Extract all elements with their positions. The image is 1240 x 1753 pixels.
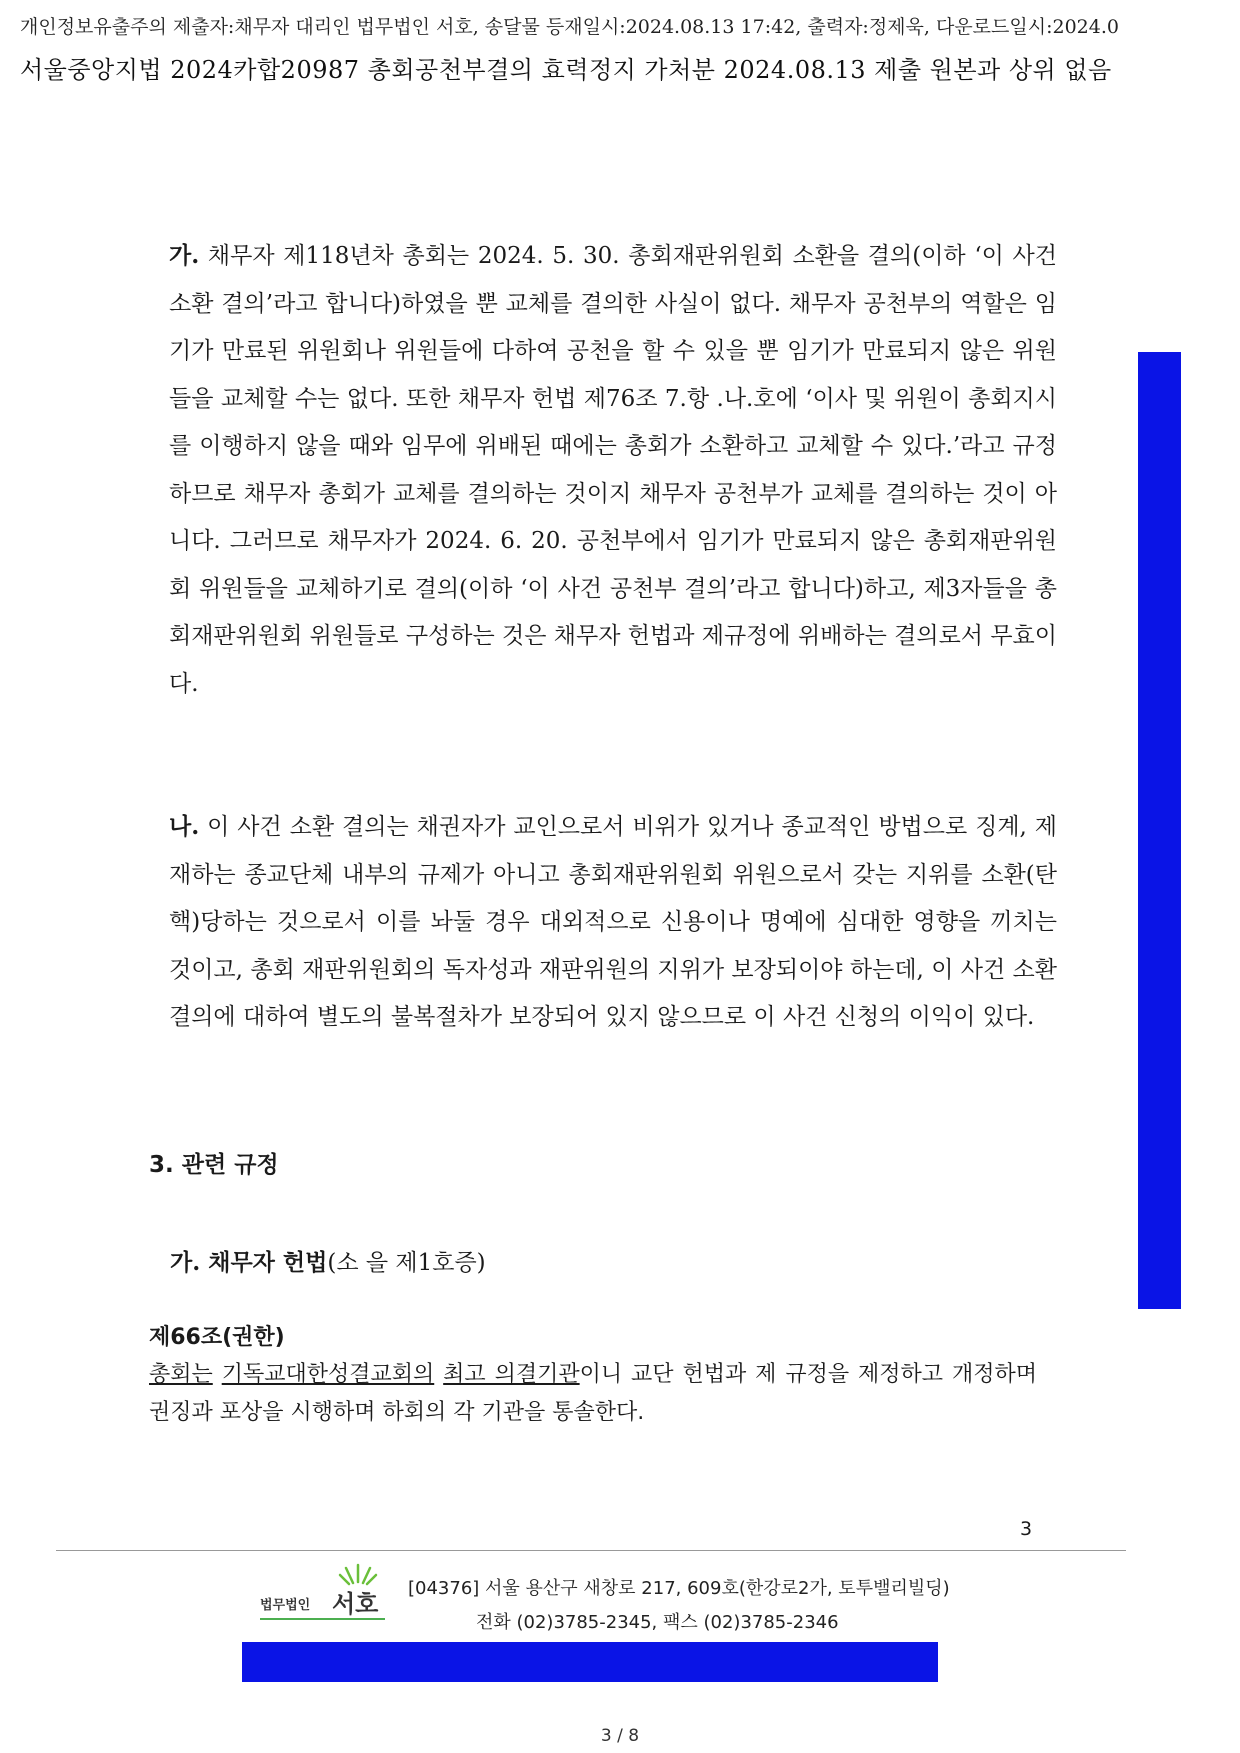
- bottom-redaction-bar: [242, 1642, 938, 1682]
- article-body: [149, 1356, 1037, 1432]
- paragraph-ga: [149, 232, 1057, 708]
- side-redaction-bar: [1138, 352, 1181, 1309]
- logo-text-small: 법무법인: [260, 1598, 311, 1613]
- subheading-label: 가. 채무자 헌법: [170, 1249, 328, 1276]
- paragraph-ga-text: 채무자 제118년차 총회는 2024. 5. 30. 총회재판위원회 소환을 결의(이하 ‘이 사건 소환 결의’라고 합니다)하였을 뿐 교체를 결의한 사실이 없다. 채무자 공천부의 역할은 임기가 만료된 위원회나 위원들에 다하여 공천을 할 수 있을 뿐 임기가 만료되지 않은 위원들을 교체할 수는 없다. 또한 채무자 헌법 제76조 7.항 .나.호에 ‘이사 및 위원이 총회지시를 이행하지 않을 때와 임무에 위배된 때에는 총회가 소환하고 교체할 수 있다.’라고 규정하므로 채무자 총회가 교체를 결의하는 것이지 채무자 공천부가 교체를 결의하는 것이 아니다. 그러므로 채무자가 2024. 6. 20. 공천부에서 임기가 만료되지 않은 총회재판위원회 위원들을 교체하기로 결의(이하 ‘이 사건 공천부 결의’라고 합니다)하고, 제3자들을 총회재판위원회 위원들로 구성하는 것은 채무자 헌법과 제규정에 위배하는 결의로서 무효이다.: [169, 243, 1057, 697]
- logo-sun-rays-icon: [338, 1562, 378, 1586]
- page-number: 3: [1020, 1518, 1033, 1540]
- logo-underline: [260, 1618, 385, 1620]
- law-firm-logo: [260, 1562, 400, 1624]
- article-text: 이니 교단 헌법과 제 규정을 제정하고 개정하며 권징과 포상을 시행하며 하회의 각 기관을 통솔한다.: [149, 1362, 1037, 1425]
- footer-address: [04376] 서울 용산구 새창로 217, 609호(한강로2가, 토투밸리빌딩): [408, 1578, 950, 1599]
- subheading-reference: (소 을 제1호증): [327, 1250, 486, 1276]
- subheading: [170, 1244, 486, 1277]
- header-case-info: 서울중앙지법 2024카합20987 총회공천부결의 효력정지 가처분 2024.08.13 제출 원본과 상위 없음: [20, 56, 1112, 84]
- logo-text-big: 서호: [332, 1590, 379, 1618]
- footer-divider: [56, 1550, 1126, 1551]
- paragraph-na: [149, 803, 1057, 1042]
- footer-phone: 전화 (02)3785-2345, 팩스 (02)3785-2346: [476, 1612, 839, 1633]
- page-indicator: 3 / 8: [600, 1726, 640, 1746]
- article-title: 제66조(권한): [149, 1325, 285, 1350]
- article-underline-1: 총회는: [149, 1362, 213, 1387]
- article-underline-3: 최고 의결기관: [443, 1362, 580, 1387]
- header-disclaimer: 개인정보유출주의 제출자:채무자 대리인 법무법인 서호, 송달물 등재일시:2024.08.13 17:42, 출력자:정제욱, 다운로드일시:2024.0: [20, 16, 1119, 38]
- paragraph-ga-label: 가.: [169, 242, 200, 269]
- paragraph-na-label: 나.: [169, 813, 200, 840]
- section-title: 3. 관련 규정: [149, 1152, 279, 1178]
- paragraph-na-text: 이 사건 소환 결의는 채권자가 교인으로서 비위가 있거나 종교적인 방법으로 징계, 제재하는 종교단체 내부의 규제가 아니고 총회재판위원회 위원으로서 갖는 지위를 소환(탄핵)당하는 것으로서 이를 놔둘 경우 대외적으로 신용이나 명예에 심대한 영향을 끼치는 것이고, 총회 재판위원회의 독자성과 재판위원의 지위가 보장되이야 하는데, 이 사건 소환 결의에 대하여 별도의 불복절차가 보장되어 있지 않으므로 이 사건 신청의 이익이 있다.: [169, 814, 1057, 1030]
- article-underline-2: 기독교대한성결교회의: [221, 1362, 435, 1387]
